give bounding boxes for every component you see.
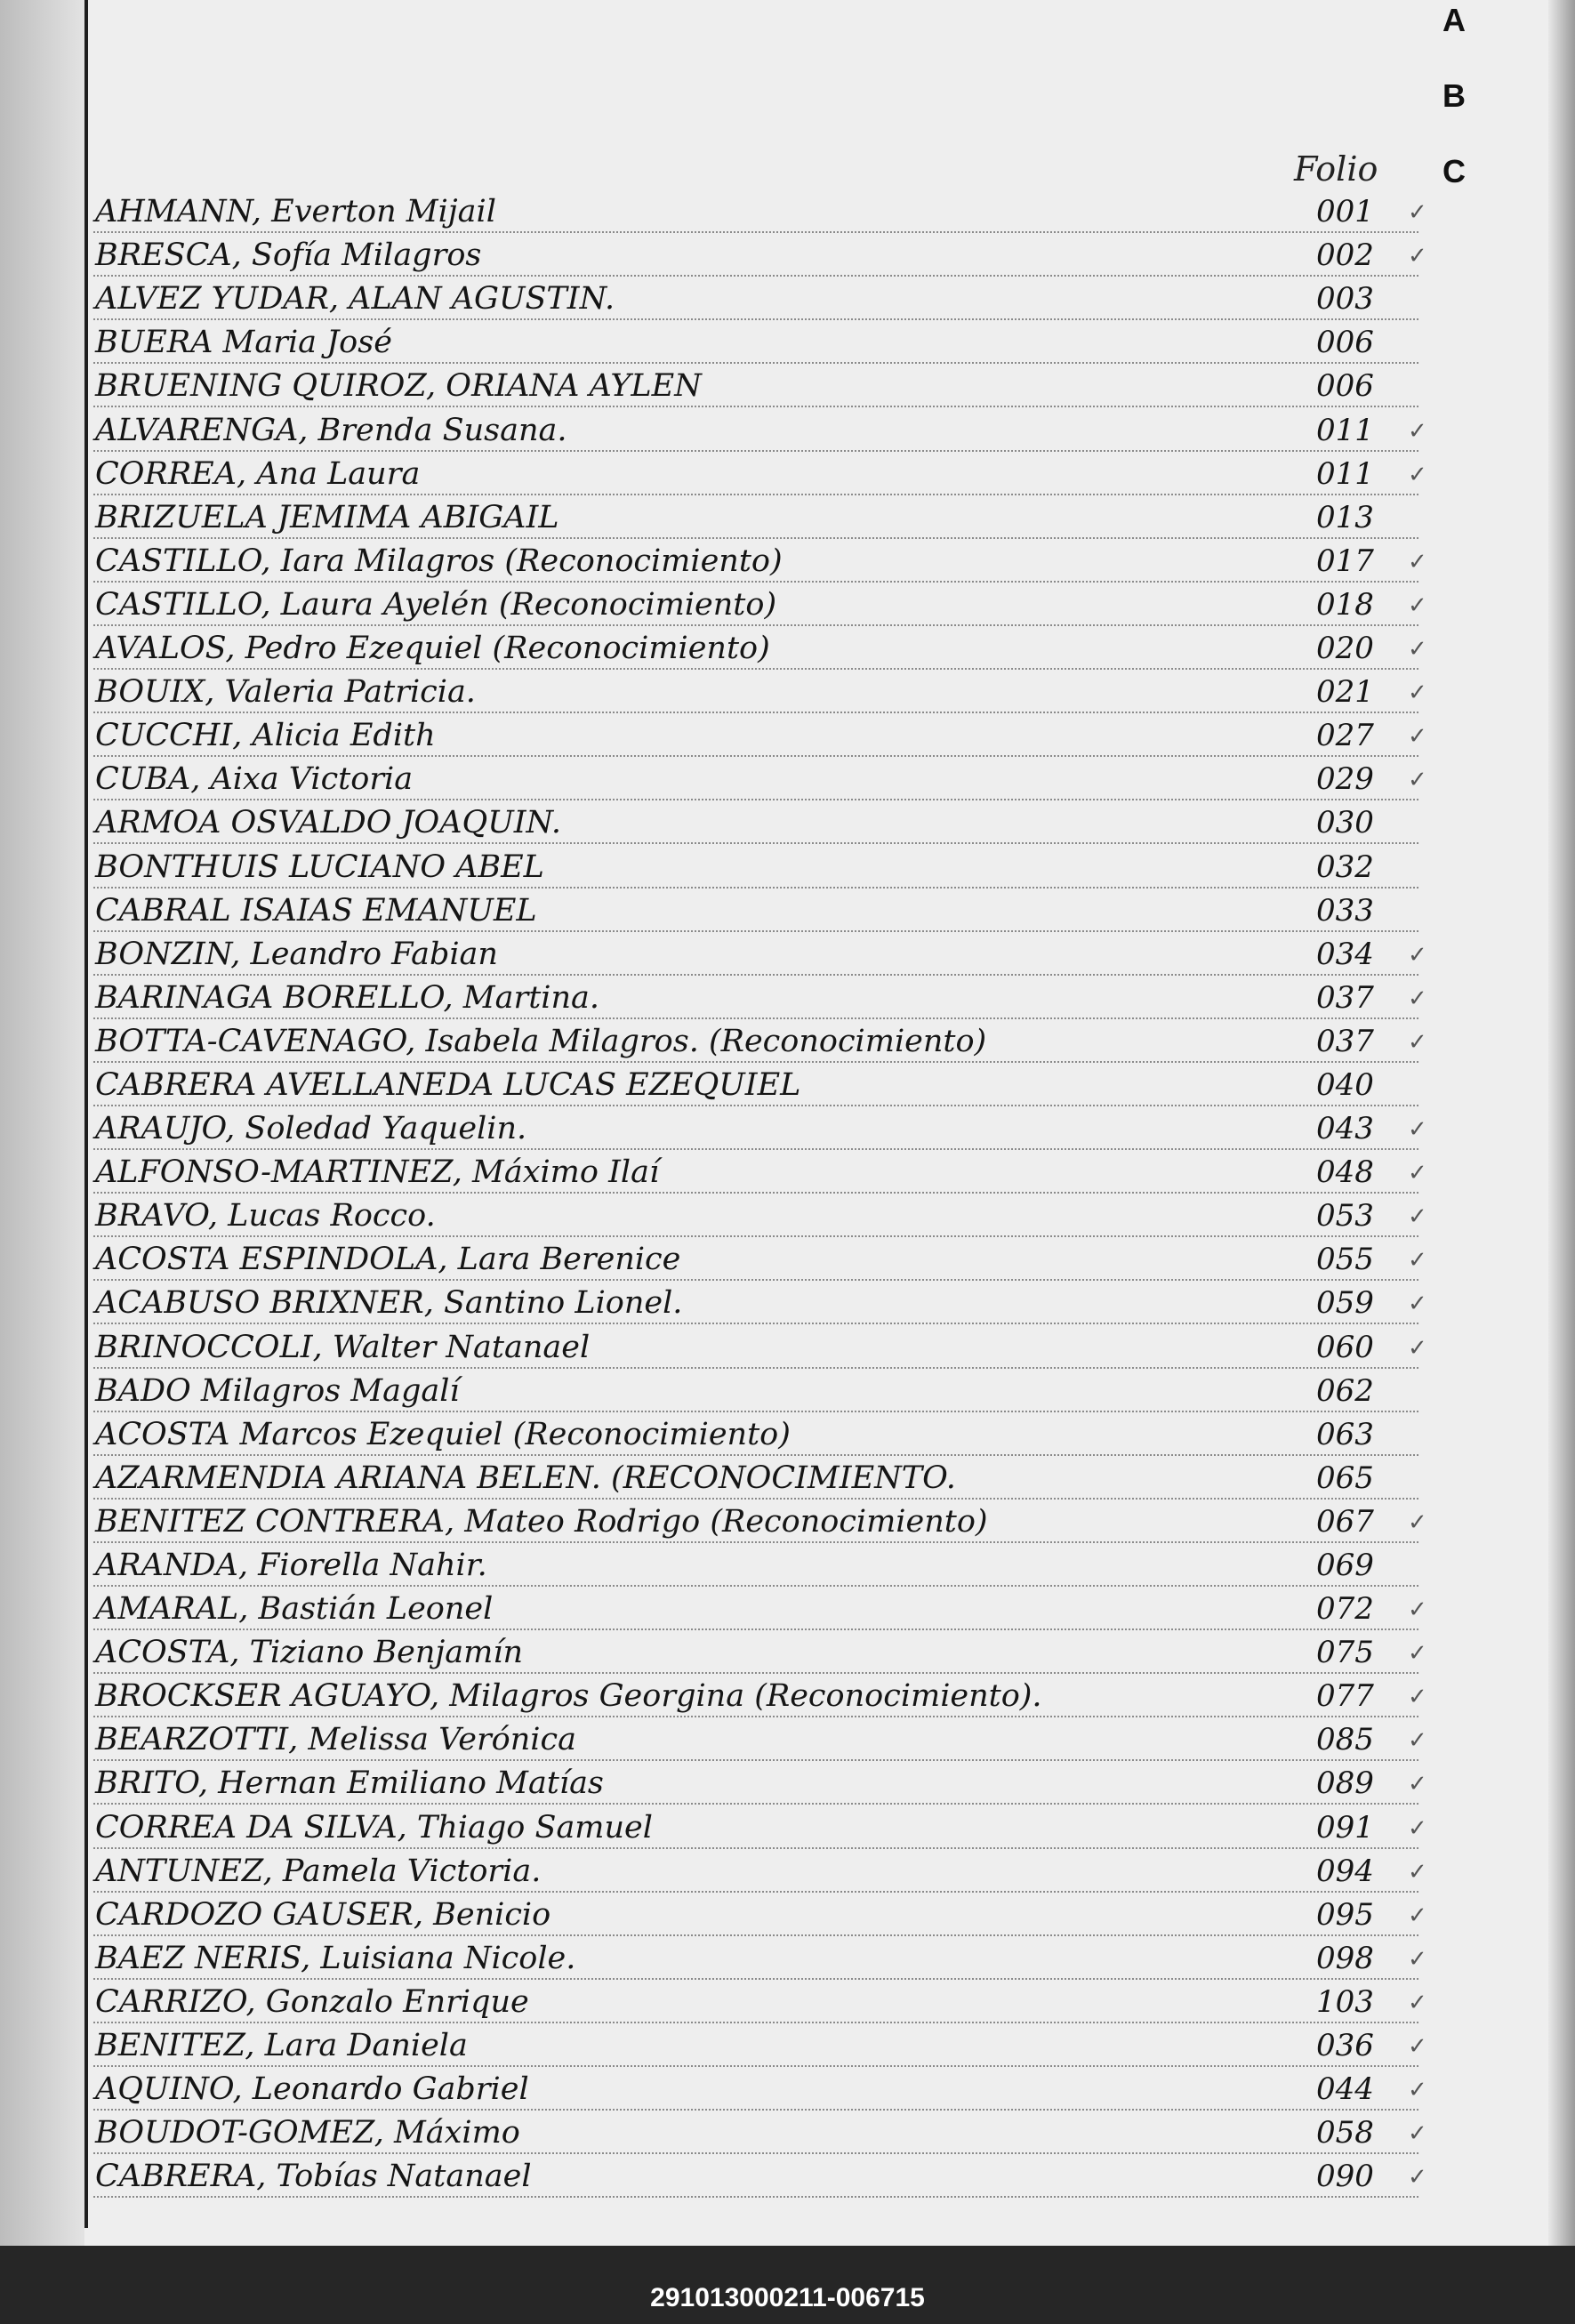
entry-name: BROCKSER AGUAYO, Milagros Georgina (Reconocimiento). <box>95 1678 1042 1715</box>
entry-folio: 030 <box>1316 805 1374 841</box>
entry-folio: 075 <box>1316 1635 1374 1671</box>
entry-folio: 003 <box>1316 281 1374 318</box>
entry-row <box>93 1543 1418 1587</box>
entry-row <box>93 1630 1427 1674</box>
entry-row <box>93 1019 1427 1063</box>
entry-folio: 055 <box>1316 1242 1374 1278</box>
entry-name: AQUINO, Leonardo Gabriel <box>95 2071 529 2108</box>
check-mark-icon: ✓ <box>1408 680 1427 707</box>
check-mark-icon: ✓ <box>1408 2164 1427 2191</box>
check-mark-icon: ✓ <box>1408 2077 1427 2104</box>
entry-folio: 021 <box>1316 674 1374 711</box>
entry-row <box>93 277 1418 320</box>
entry-name: BRIZUELA JEMIMA ABIGAIL <box>95 499 559 535</box>
tab-letter-c[interactable]: C <box>1442 153 1466 189</box>
entry-folio: 060 <box>1316 1329 1374 1365</box>
entry-name: CARDOZO GAUSER, Benicio <box>95 1896 551 1933</box>
entry-row <box>93 452 1427 495</box>
entry-name: BOUIX, Valeria Patricia. <box>95 674 476 711</box>
entry-row <box>93 1500 1427 1543</box>
folio-column-header: Folio <box>1294 149 1378 189</box>
entry-row <box>93 670 1427 713</box>
entry-name: ARANDA, Fiorella Nahir. <box>95 1548 487 1583</box>
entry-row <box>93 626 1427 670</box>
entry-name: CUCCHI, Alicia Edith <box>95 718 436 754</box>
entry-folio: 011 <box>1316 412 1374 448</box>
document-id: 291013000211-006715 <box>650 2283 925 2312</box>
check-mark-icon: ✓ <box>1408 723 1427 751</box>
entry-folio: 085 <box>1316 1722 1374 1758</box>
entry-row <box>93 1063 1418 1106</box>
entry-folio: 063 <box>1316 1416 1374 1452</box>
check-mark-icon: ✓ <box>1408 1989 1427 2016</box>
entry-list <box>0 189 1575 2198</box>
check-mark-icon: ✓ <box>1408 1814 1427 1842</box>
entry-folio: 032 <box>1316 848 1374 885</box>
entry-row <box>93 407 1427 451</box>
entry-row <box>93 189 1427 233</box>
entry-row <box>93 1717 1427 1761</box>
entry-folio: 090 <box>1316 2159 1374 2195</box>
entry-name: ACOSTA Marcos Ezequiel (Reconocimiento) <box>95 1416 791 1452</box>
entry-folio: 020 <box>1316 631 1374 667</box>
entry-name: CASTILLO, Iara Milagros (Reconocimiento) <box>95 543 783 579</box>
entry-name: CORREA DA SILVA, Thiago Samuel <box>95 1809 653 1846</box>
entry-row <box>93 1980 1427 2023</box>
entry-row <box>93 932 1427 976</box>
entry-row <box>93 1281 1427 1324</box>
entry-row <box>93 1412 1418 1456</box>
entry-name: CUBA, Aixa Victoria <box>95 761 414 798</box>
check-mark-icon: ✓ <box>1408 1291 1427 1318</box>
entry-row <box>93 1456 1418 1500</box>
entry-name: CABRERA AVELLANEDA LUCAS EZEQUIEL <box>95 1066 801 1103</box>
entry-folio: 048 <box>1316 1154 1374 1191</box>
entry-name: BOTTA-CAVENAGO, Isabela Milagros. (Reconocimiento) <box>95 1023 987 1059</box>
entry-folio: 034 <box>1316 936 1374 972</box>
entry-row <box>93 713 1427 757</box>
entry-folio: 011 <box>1316 455 1374 492</box>
entry-row <box>93 1324 1427 1368</box>
entry-row <box>93 1194 1427 1237</box>
entry-folio: 062 <box>1316 1372 1374 1409</box>
check-mark-icon: ✓ <box>1408 1508 1427 1536</box>
check-mark-icon: ✓ <box>1408 417 1427 445</box>
entry-name: ARAUJO, Soledad Yaquelin. <box>95 1111 527 1147</box>
entry-name: BEARZOTTI, Melissa Verónica <box>95 1722 576 1758</box>
entry-folio: 098 <box>1316 1940 1374 1976</box>
entry-name: BARINAGA BORELLO, Martina. <box>95 979 600 1016</box>
check-mark-icon: ✓ <box>1408 1334 1427 1362</box>
entry-name: BENITEZ, Lara Daniela <box>95 2028 468 2064</box>
entry-name: ALFONSO-MARTINEZ, Máximo Ilaí <box>95 1154 660 1191</box>
check-mark-icon: ✓ <box>1408 199 1427 227</box>
entry-name: BRAVO, Lucas Rocco. <box>95 1198 436 1234</box>
entry-row <box>93 2067 1427 2111</box>
check-mark-icon: ✓ <box>1408 1902 1427 1929</box>
entry-row <box>93 583 1427 626</box>
entry-folio: 103 <box>1316 1983 1374 2020</box>
entry-name: AVALOS, Pedro Ezequiel (Reconocimiento) <box>95 631 770 667</box>
entry-row <box>93 1761 1427 1805</box>
check-mark-icon: ✓ <box>1408 461 1427 488</box>
entry-row <box>93 889 1418 932</box>
entry-row <box>93 1849 1427 1893</box>
check-mark-icon: ✓ <box>1408 1160 1427 1187</box>
entry-folio: 029 <box>1316 761 1374 798</box>
check-mark-icon: ✓ <box>1408 1640 1427 1668</box>
check-mark-icon: ✓ <box>1408 243 1427 270</box>
check-mark-icon: ✓ <box>1408 1203 1427 1231</box>
entry-row <box>93 1237 1427 1281</box>
check-mark-icon: ✓ <box>1408 1596 1427 1624</box>
check-mark-icon: ✓ <box>1408 1116 1427 1144</box>
entry-folio: 013 <box>1316 499 1374 535</box>
entry-name: BUERA Maria José <box>95 325 392 361</box>
entry-name: ARMOA OSVALDO JOAQUIN. <box>95 805 562 841</box>
entry-folio: 089 <box>1316 1765 1374 1802</box>
entry-name: CARRIZO, Gonzalo Enrique <box>95 1983 529 2020</box>
entry-folio: 018 <box>1316 586 1374 623</box>
entry-folio: 058 <box>1316 2115 1374 2151</box>
entry-name: ALVARENGA, Brenda Susana. <box>95 412 567 448</box>
entry-folio: 091 <box>1316 1809 1374 1846</box>
tab-letter-a[interactable]: A <box>1442 2 1466 38</box>
entry-folio: 059 <box>1316 1285 1374 1322</box>
check-mark-icon: ✓ <box>1408 2033 1427 2061</box>
entry-row <box>93 1369 1418 1412</box>
check-mark-icon: ✓ <box>1408 636 1427 663</box>
entry-name: ANTUNEZ, Pamela Victoria. <box>95 1853 542 1889</box>
entry-folio: 095 <box>1316 1896 1374 1933</box>
entry-row <box>93 539 1427 583</box>
check-mark-icon: ✓ <box>1408 2120 1427 2148</box>
entry-row <box>93 757 1427 800</box>
entry-folio: 002 <box>1316 237 1374 274</box>
entry-row <box>93 320 1418 364</box>
entry-name: CORREA, Ana Laura <box>95 455 421 492</box>
entry-folio: 094 <box>1316 1853 1374 1889</box>
entry-name: BRUENING QUIROZ, ORIANA AYLEN <box>95 368 702 405</box>
check-mark-icon: ✓ <box>1408 1858 1427 1886</box>
check-mark-icon: ✓ <box>1408 1684 1427 1711</box>
entry-name: AHMANN, Everton Mijail <box>95 194 496 230</box>
entry-folio: 053 <box>1316 1198 1374 1234</box>
entry-name: CASTILLO, Laura Ayelén (Reconocimiento) <box>95 586 777 623</box>
entry-name: BENITEZ CONTRERA, Mateo Rodrigo (Reconocimiento) <box>95 1503 988 1540</box>
entry-folio: 037 <box>1316 979 1374 1016</box>
entry-row <box>93 495 1418 539</box>
entry-row <box>93 1150 1427 1194</box>
entry-folio: 027 <box>1316 718 1374 754</box>
entry-name: CABRERA, Tobías Natanael <box>95 2159 532 2195</box>
entry-name: ACOSTA ESPINDOLA, Lara Berenice <box>95 1242 681 1278</box>
entry-name: BRINOCCOLI, Walter Natanael <box>95 1329 591 1365</box>
check-mark-icon: ✓ <box>1408 1028 1427 1056</box>
entry-name: BONZIN, Leandro Fabian <box>95 936 498 972</box>
entry-name: BRESCA, Sofía Milagros <box>95 237 482 274</box>
entry-name: BADO Milagros Magalí <box>95 1372 460 1409</box>
entry-folio: 072 <box>1316 1591 1374 1628</box>
check-mark-icon: ✓ <box>1408 548 1427 575</box>
entry-folio: 044 <box>1316 2071 1374 2108</box>
entry-folio: 043 <box>1316 1111 1374 1147</box>
entry-name: ALVEZ YUDAR, ALAN AGUSTIN. <box>95 281 615 318</box>
entry-row <box>93 1106 1427 1150</box>
entry-row <box>93 1936 1427 1980</box>
entry-row <box>93 800 1418 844</box>
entry-row <box>93 2023 1427 2067</box>
entry-row <box>93 1805 1427 1848</box>
entry-row <box>93 844 1418 888</box>
entry-name: ACOSTA, Tiziano Benjamín <box>95 1635 524 1671</box>
entry-folio: 006 <box>1316 325 1374 361</box>
entry-folio: 069 <box>1316 1548 1374 1583</box>
entry-folio: 040 <box>1316 1066 1374 1103</box>
entry-row <box>93 1674 1427 1717</box>
entry-name: ACABUSO BRIXNER, Santino Lionel. <box>95 1285 683 1322</box>
entry-row <box>93 233 1427 277</box>
entry-name: BAEZ NERIS, Luisiana Nicole. <box>95 1940 576 1976</box>
entry-row <box>93 2154 1427 2198</box>
entry-folio: 037 <box>1316 1023 1374 1059</box>
check-mark-icon: ✓ <box>1408 1771 1427 1798</box>
entry-folio: 017 <box>1316 543 1374 579</box>
entry-folio: 036 <box>1316 2028 1374 2064</box>
check-mark-icon: ✓ <box>1408 1247 1427 1275</box>
entry-row <box>93 2111 1427 2154</box>
entry-name: BOUDOT-GOMEZ, Máximo <box>95 2115 520 2151</box>
entry-name: CABRAL ISAIAS EMANUEL <box>95 892 537 929</box>
entry-name: AMARAL, Bastián Leonel <box>95 1591 494 1628</box>
check-mark-icon: ✓ <box>1408 985 1427 1012</box>
tab-letter-b[interactable]: B <box>1442 77 1466 114</box>
entry-folio: 001 <box>1316 194 1374 230</box>
check-mark-icon: ✓ <box>1408 941 1427 969</box>
entry-folio: 077 <box>1316 1678 1374 1715</box>
entry-row <box>93 1587 1427 1630</box>
check-mark-icon: ✓ <box>1408 767 1427 794</box>
entry-row <box>93 976 1427 1019</box>
entry-folio: 033 <box>1316 892 1374 929</box>
check-mark-icon: ✓ <box>1408 1727 1427 1755</box>
entry-row <box>93 364 1418 407</box>
entry-folio: 065 <box>1316 1460 1374 1496</box>
check-mark-icon: ✓ <box>1408 591 1427 619</box>
entry-folio: 067 <box>1316 1503 1374 1540</box>
entry-name: BRITO, Hernan Emiliano Matías <box>95 1765 604 1802</box>
check-mark-icon: ✓ <box>1408 1945 1427 1973</box>
entry-folio: 006 <box>1316 368 1374 405</box>
entry-name: BONTHUIS LUCIANO ABEL <box>95 848 544 885</box>
entry-row <box>93 1893 1427 1936</box>
entry-name: AZARMENDIA ARIANA BELEN. (RECONOCIMIENTO. <box>95 1460 956 1496</box>
